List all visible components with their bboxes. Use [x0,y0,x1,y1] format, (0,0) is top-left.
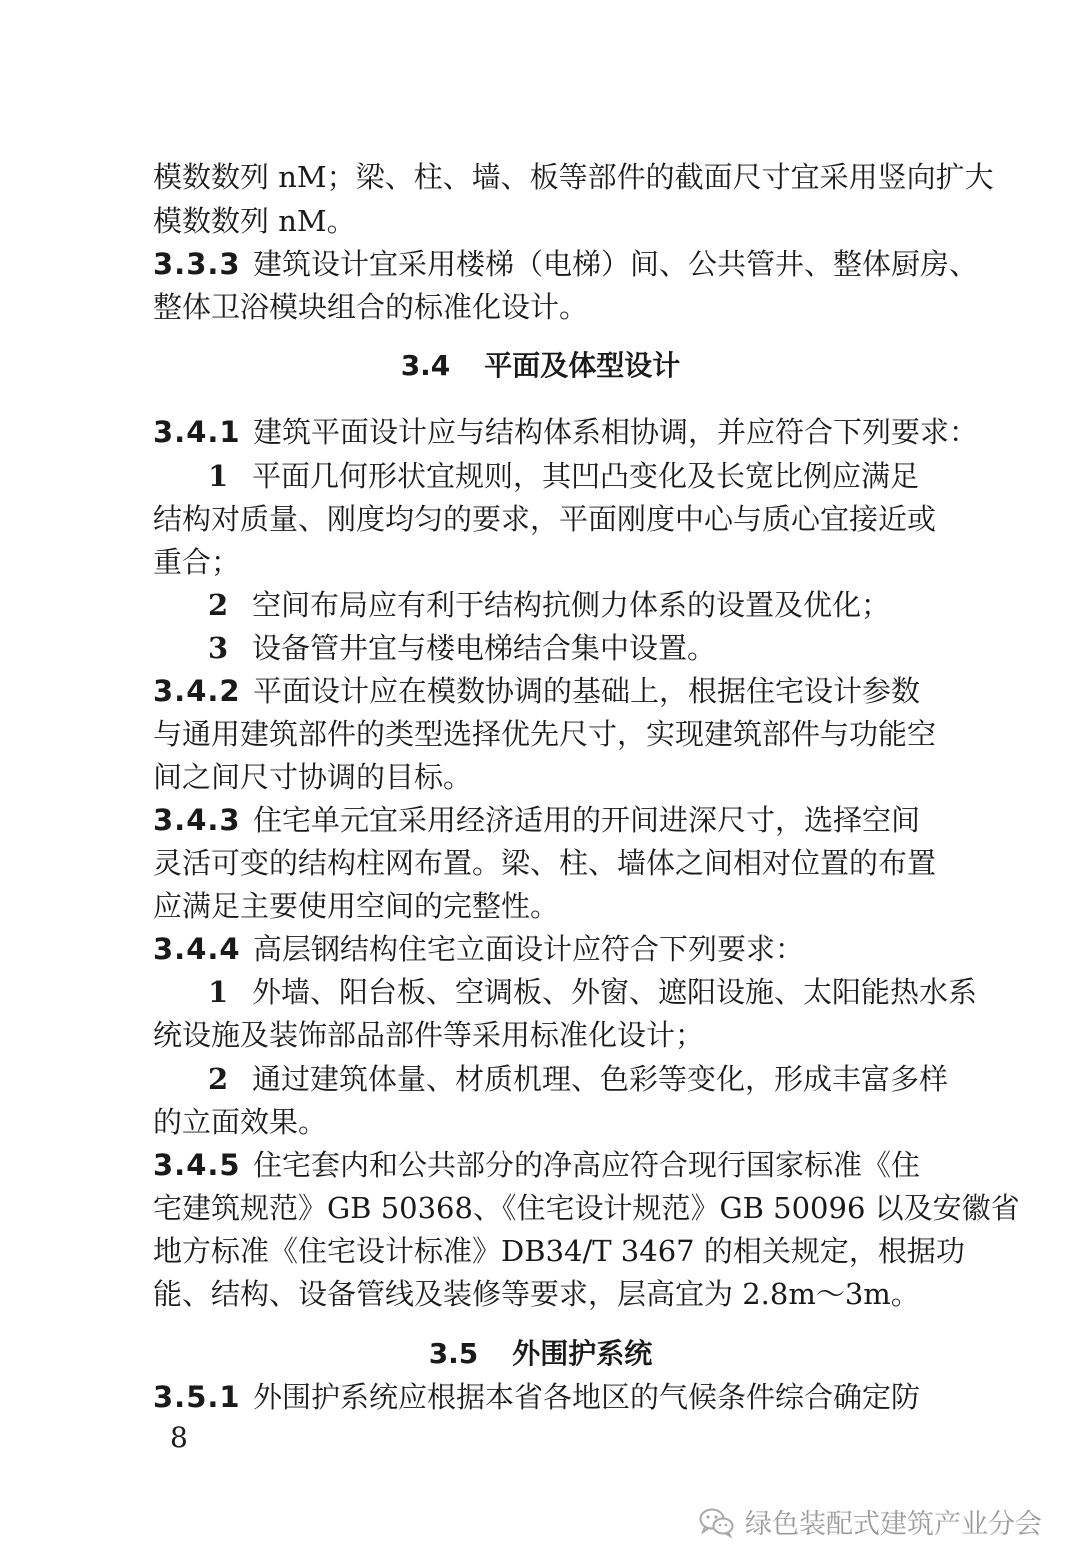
item-text: 外墙、阳台板、空调板、外窗、遮阳设施、太阳能热水系 [252,975,978,1009]
clause-3-4-1 [153,410,979,454]
body-text-line: 宅建筑规范》GB 50368、《住宅设计规范》GB 50096 以及安徽省 [153,1191,1020,1225]
section-heading-3-5 [153,1332,928,1376]
wechat-icon [699,1507,735,1537]
item-text: 空间布局应有利于结构抗侧力体系的设置及优化； [252,588,891,622]
clause-text: 建筑设计宜采用楼梯（电梯）间、公共管井、整体厨房、 [253,247,979,281]
body-text-line: 统设施及装饰部品部件等采用标准化设计； [153,1018,705,1052]
clause-number: 3.4.4 [153,932,241,966]
clause-3-3-3 [153,242,979,286]
item-number: 2 [208,588,229,622]
body-text-line: 模数数列 nM；梁、柱、墙、板等部件的截面尺寸宜采用竖向扩大 [153,160,994,194]
clause-3-5-1 [153,1375,928,1419]
body-text-line: 整体卫浴模块组合的标准化设计。 [153,290,589,324]
watermark-text: 绿色装配式建筑产业分会 [745,1509,1042,1540]
clause-text: 平面设计应在模数协调的基础上，根据住宅设计参数 [253,674,921,708]
clause-number: 3.4.2 [153,674,241,708]
clause-3-4-3 [153,798,928,842]
clause-number: 3.3.3 [153,247,241,281]
list-item-2 [208,1057,949,1101]
page-number: 8 [170,1421,188,1454]
list-item-1 [208,970,978,1014]
body-text-line: 间之间尺寸协调的目标。 [153,760,473,794]
body-text-line: 应满足主要使用空间的完整性。 [153,889,560,923]
section-title: 平面及体型设计 [484,349,681,382]
item-number: 1 [208,459,229,493]
section-title: 外围护系统 [512,1337,653,1370]
body-text-line: 模数数列 nM。 [153,204,356,238]
section-number: 3.5 [428,1337,479,1370]
clause-3-4-4 [153,927,928,971]
item-text: 设备管井宜与楼电梯结合集中设置。 [252,631,717,665]
body-text-line: 重合； [153,545,241,579]
list-item-1 [208,454,928,498]
clause-text: 住宅单元宜采用经济适用的开间进深尺寸，选择空间 [253,803,921,837]
clause-number: 3.4.1 [153,415,241,449]
watermark [699,1502,1042,1541]
clause-number: 3.5.1 [153,1380,241,1414]
clause-text: 建筑平面设计应与结构体系相协调，并应符合下列要求： [253,415,979,449]
body-text-line: 灵活可变的结构柱网布置。梁、柱、墙体之间相对位置的布置 [153,846,937,880]
item-number: 2 [208,1062,229,1096]
clause-text: 外围护系统应根据本省各地区的气候条件综合确定防 [253,1380,921,1414]
clause-text: 住宅套内和公共部分的净高应符合现行国家标准《住 [253,1148,921,1182]
item-number: 1 [208,975,229,1009]
item-text: 平面几何形状宜规则，其凹凸变化及长宽比例应满足 [252,459,920,493]
clause-number: 3.4.5 [153,1148,241,1182]
body-text-line: 与通用建筑部件的类型选择优先尺寸，实现建筑部件与功能空 [153,717,937,751]
clause-number: 3.4.3 [153,803,241,837]
section-number: 3.4 [400,349,451,382]
section-heading-3-4 [153,344,928,388]
item-text: 通过建筑体量、材质机理、色彩等变化，形成丰富多样 [252,1062,949,1096]
body-text-line: 结构对质量、刚度均匀的要求，平面刚度中心与质心宜接近或 [153,502,937,536]
clause-3-4-2 [153,669,928,713]
body-text-line: 的立面效果。 [153,1105,328,1139]
body-text-line: 地方标准《住宅设计标准》DB34/T 3467 的相关规定，根据功 [153,1234,965,1268]
item-number: 3 [208,631,229,665]
body-text-line: 能、结构、设备管线及装修等要求，层高宜为 2.8m～3m。 [153,1277,920,1311]
list-item-2 [208,583,928,627]
clause-3-4-5 [153,1143,928,1187]
clause-text: 高层钢结构住宅立面设计应符合下列要求： [253,932,805,966]
list-item-3 [208,626,928,670]
